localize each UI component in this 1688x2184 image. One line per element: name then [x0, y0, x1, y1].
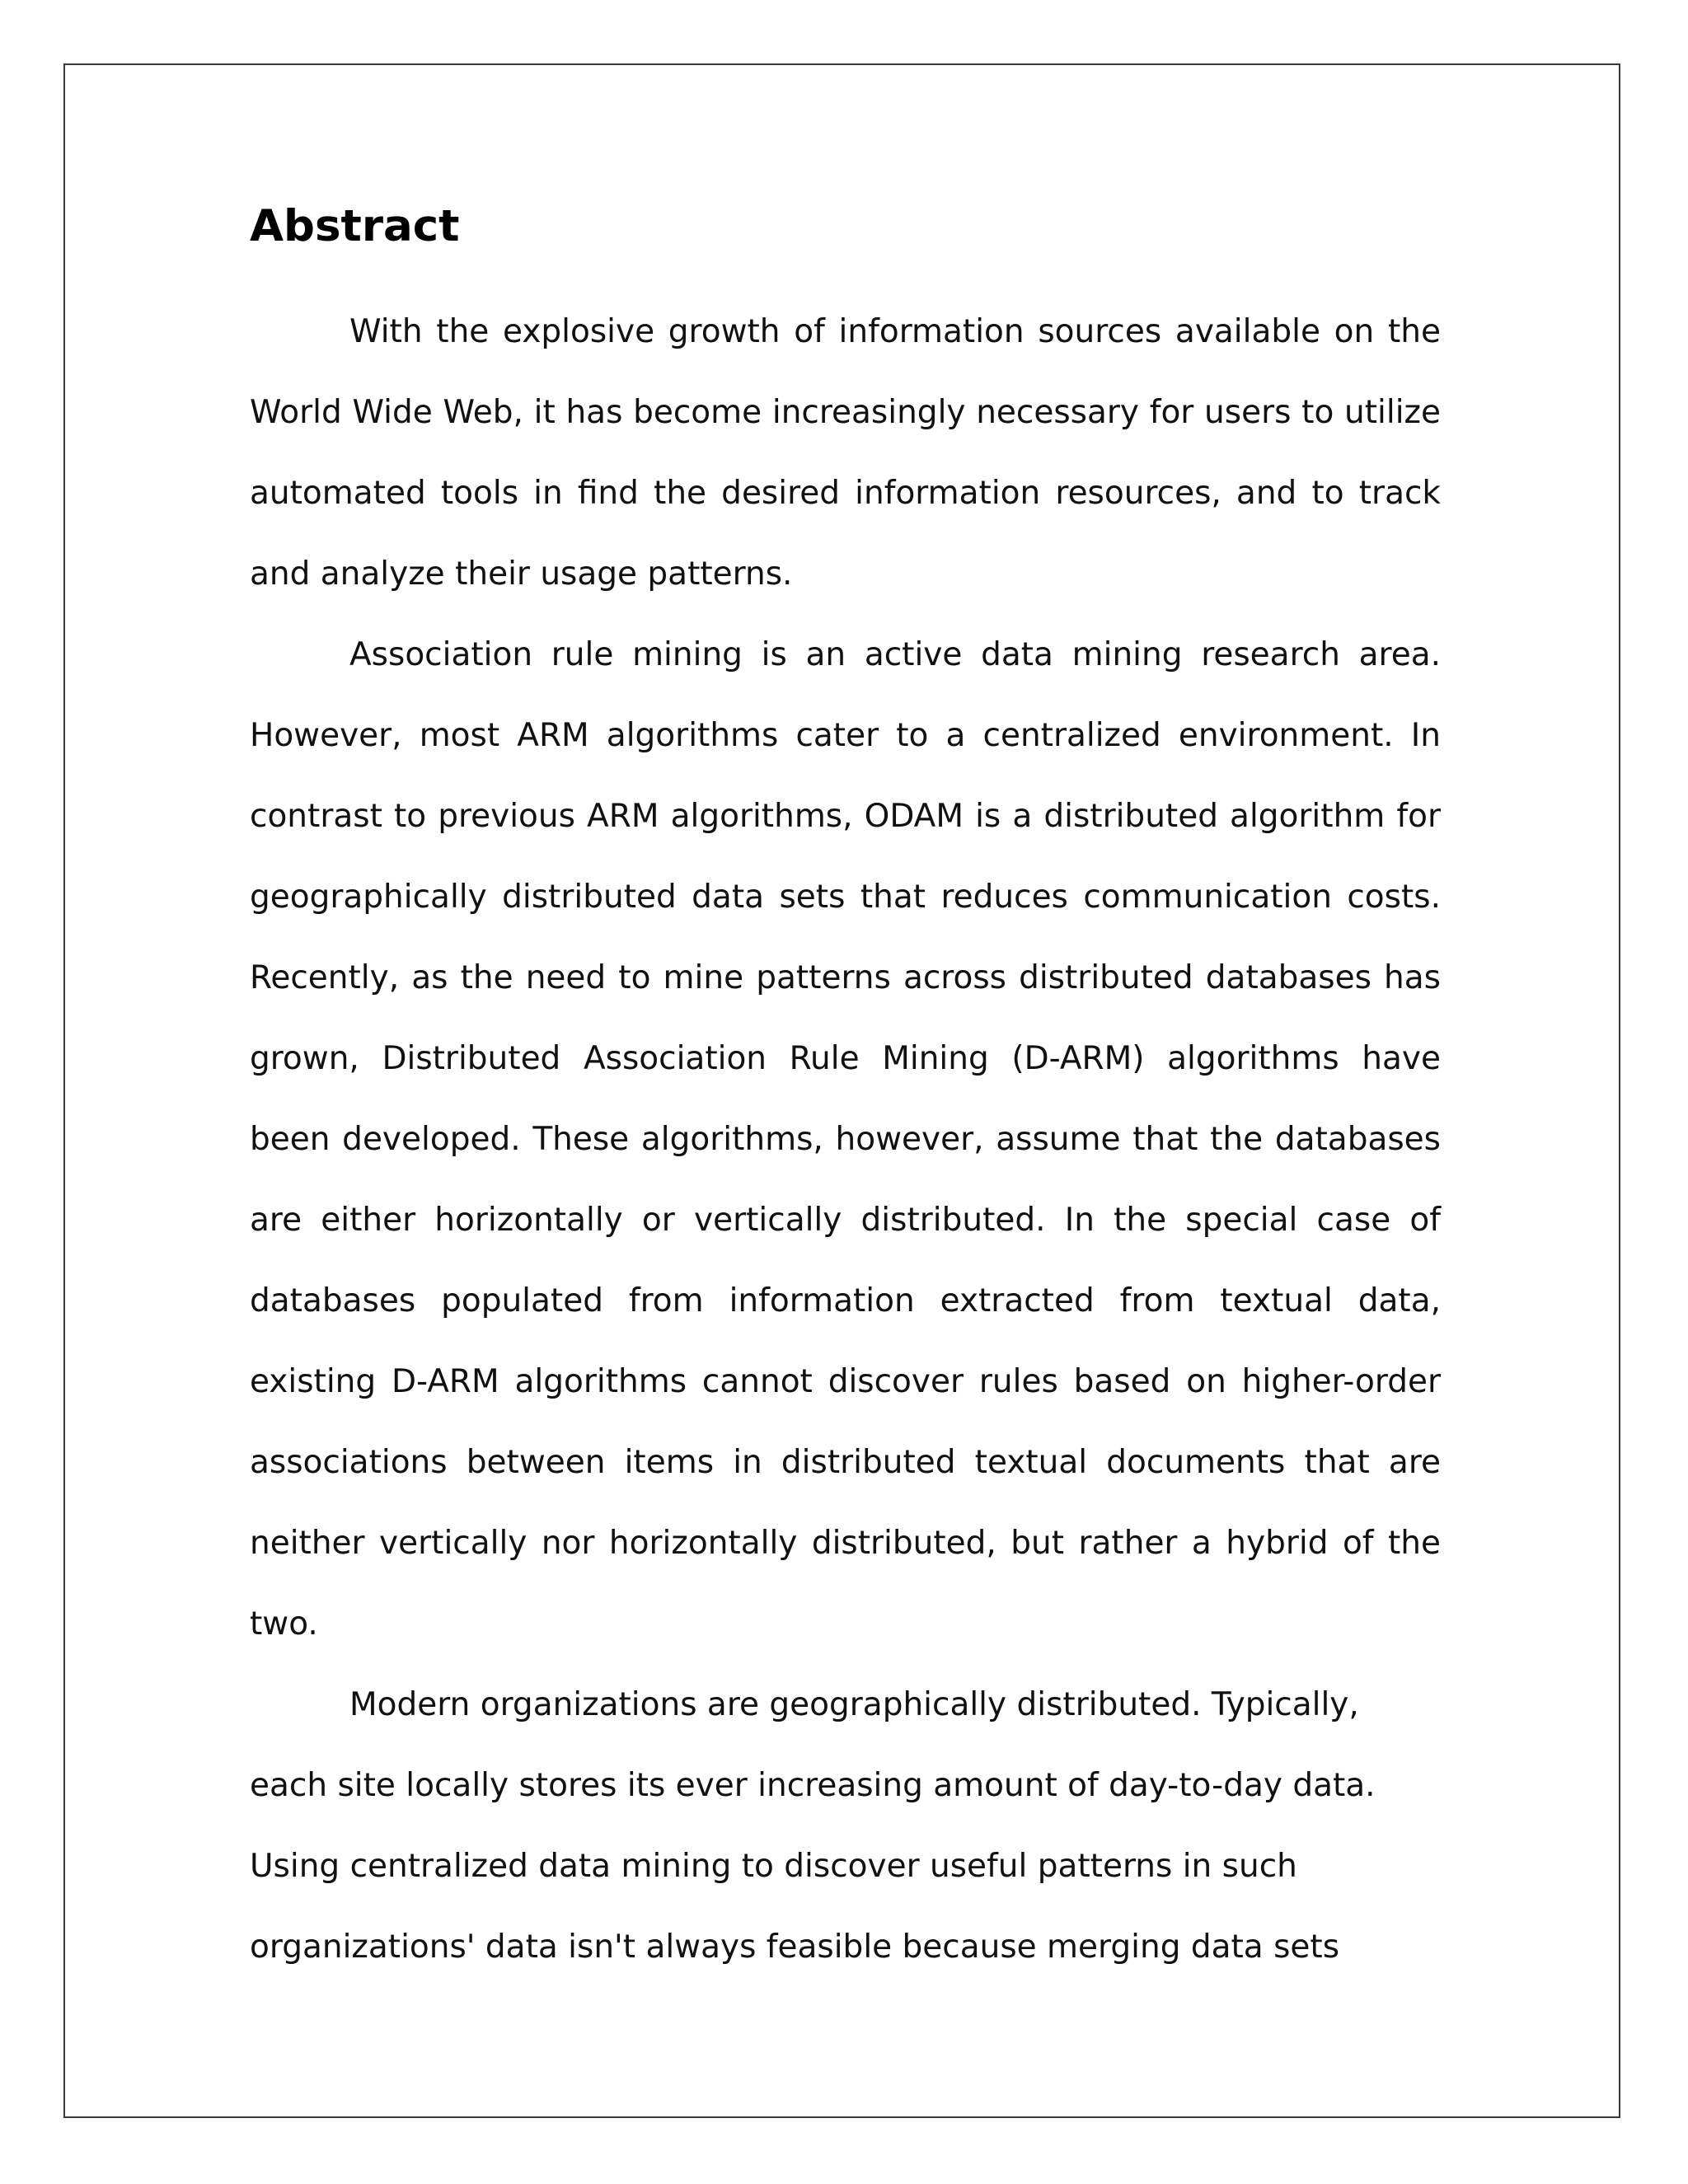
- document-body: [250, 198, 1441, 1988]
- paragraph-2: Association rule mining is an active data mining research area. However, most ARM algorithms cater to a centralized environment. In contrast to previous ARM algorithms, ODAM is a distributed algorithm for geographically distributed data sets that reduces communication costs. Recently, as the need to mine patterns across distributed databases has grown, Distributed Association Rule Mining (D-ARM) algorithms have been developed. These algorithms, however, assume that the databases are either horizontally or vertically distributed. In the special case of databases populated from information extracted from textual data, existing D-ARM algorithms cannot discover rules based on higher-order associations between items in distributed textual documents that are neither vertically nor horizontally distributed, but rather a hybrid of the two.: [250, 636, 1441, 1643]
- paragraph-1: With the explosive growth of information sources available on the World Wide Web, it has become increasingly necessary for users to utilize automated tools in find the desired information resources, and to track and analyze their usage patterns.: [250, 313, 1441, 593]
- paragraph-3: Modern organizations are geographically distributed. Typically, each site locally stores its ever increasing amount of day-to-day data. Using centralized data mining to discover useful patterns in such organizations' data isn't always feasible because merging data sets: [250, 1686, 1376, 1966]
- page-title: Abstract: [250, 201, 460, 251]
